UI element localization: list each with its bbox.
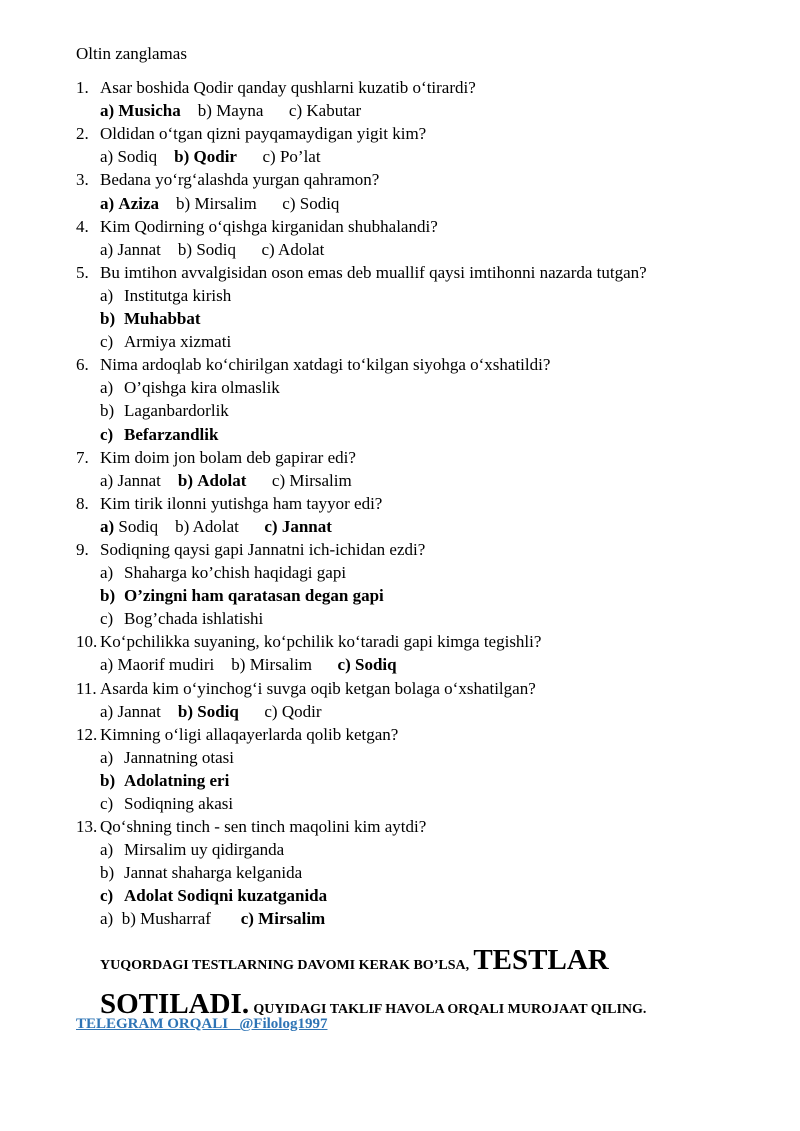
question-list	[76, 76, 756, 930]
option-label: b)	[174, 147, 190, 167]
options-row	[76, 192, 756, 215]
option-label: a)	[100, 470, 114, 490]
option-text: Sodiq	[118, 516, 159, 536]
question-number: 6.	[76, 355, 89, 375]
question-item	[76, 446, 756, 469]
option-text: Sodiq	[197, 701, 239, 721]
option-text: Qodir	[193, 147, 237, 167]
options-row	[76, 653, 756, 676]
option-text: Shaharga ko’chish haqidagi gapi	[124, 563, 347, 583]
question-number: 12.	[76, 724, 98, 744]
question-text: Kimning o‘ligi allaqayerlarda qolib ketgan?	[100, 724, 399, 744]
question-text: Sodiqning qaysi gapi Jannatni ich-ichidan ezdi?	[100, 539, 426, 559]
question-text: Kim Qodirning o‘qishga kirganidan shubhalandi?	[100, 216, 438, 236]
options-row	[76, 145, 756, 168]
question-text: Kim tirik ilonni yutishga ham tayyor edi?	[100, 493, 383, 513]
option-label: c)	[240, 909, 254, 929]
option-text: Befarzandlik	[124, 424, 219, 444]
question-number: 2.	[76, 124, 89, 144]
options-row	[76, 469, 756, 492]
option-text: Mirsalim	[249, 655, 313, 675]
option-text: Jannat	[117, 701, 161, 721]
option-text: Sodiq	[117, 147, 158, 167]
option-label: a)	[100, 701, 114, 721]
option-text: Qodir	[281, 701, 322, 721]
option-item	[76, 561, 756, 584]
options-row	[76, 238, 756, 261]
question-number: 11.	[76, 678, 97, 698]
option-label: b)	[175, 516, 190, 536]
option-label: b)	[177, 701, 194, 721]
option-text: Armiya xizmati	[124, 332, 232, 352]
option-text: O’zingni ham qaratasan degan gapi	[124, 586, 384, 606]
option-item	[76, 399, 756, 422]
option-text: Sodiq	[196, 239, 237, 259]
option-text: Muhabbat	[124, 309, 201, 329]
question-text: Kim doim jon bolam deb gapirar edi?	[100, 447, 356, 467]
question-text: Oldidan o‘tgan qizni payqamaydigan yigit kim?	[100, 124, 427, 144]
option-label: c)	[100, 609, 114, 629]
question-number: 5.	[76, 262, 89, 282]
options-row	[76, 907, 756, 930]
option-label: b)	[177, 239, 193, 259]
document-page	[76, 42, 756, 1029]
option-label: b)	[100, 770, 116, 790]
question-item	[76, 677, 756, 700]
question-text: Ko‘pchilikka suyaning, ko‘pchilik ko‘taradi gapi kimga tegishli?	[100, 632, 542, 652]
question-number: 3.	[76, 170, 89, 190]
option-label: c)	[337, 655, 351, 675]
option-item	[76, 884, 756, 907]
option-label: b)	[121, 909, 136, 929]
option-item	[76, 307, 756, 330]
question-item	[76, 261, 756, 284]
option-label: a)	[100, 909, 114, 929]
option-text: Adolat Sodiqni kuzatganida	[124, 886, 328, 906]
option-text: Jannat	[281, 516, 332, 536]
option-text: Sodiq	[355, 655, 397, 675]
option-label: c)	[288, 101, 303, 121]
option-label: c)	[262, 147, 276, 167]
question-item	[76, 353, 756, 376]
option-label: c)	[100, 794, 114, 813]
option-text: Mirsalim	[194, 193, 257, 213]
option-label: a)	[100, 378, 114, 398]
option-item	[76, 584, 756, 607]
option-label: a)	[100, 655, 114, 675]
option-text: Bog’chada ishlatishi	[124, 609, 264, 629]
option-item	[76, 376, 756, 399]
option-text: Adolat	[197, 470, 247, 490]
option-label: b)	[176, 193, 191, 213]
options-row	[76, 700, 756, 723]
option-label: a)	[100, 747, 114, 767]
question-text: Bu imtihon avvalgisidan oson emas deb muallif qaysi imtihonni nazarda tutgan?	[100, 262, 647, 282]
option-label: b)	[100, 586, 116, 606]
option-label: c)	[282, 193, 296, 213]
option-item	[76, 838, 756, 861]
promo-part2: TESTLAR SOTILADI.	[100, 943, 609, 1020]
question-number: 13.	[76, 817, 98, 837]
option-label: c)	[264, 516, 278, 536]
option-item	[76, 792, 756, 815]
option-label: b)	[100, 863, 115, 883]
question-item	[76, 538, 756, 561]
option-label: c)	[264, 701, 278, 721]
question-item	[76, 630, 756, 653]
option-label: c)	[271, 470, 286, 490]
question-text: Bedana yo‘rg‘alashda yurgan qahramon?	[100, 170, 380, 190]
question-text: Nima ardoqlab ko‘chirilgan xatdagi to‘kilgan siyohga o‘xshatildi?	[100, 355, 551, 375]
question-item	[76, 492, 756, 515]
options-row	[76, 515, 756, 538]
option-text: Adolat	[192, 516, 239, 536]
question-number: 7.	[76, 447, 89, 467]
option-text: Mayna	[216, 101, 264, 121]
question-item	[76, 723, 756, 746]
option-label: b)	[100, 309, 116, 329]
option-text: Adolatning eri	[124, 770, 230, 790]
option-label: b)	[177, 470, 194, 490]
question-text: Qo‘shning tinch - sen tinch maqolini kim aytdi?	[100, 817, 427, 837]
question-item	[76, 815, 756, 838]
question-text: Asar boshida Qodir qanday qushlarni kuzatib o‘tirardi?	[100, 78, 476, 98]
option-label: a)	[100, 516, 115, 536]
option-label: c)	[100, 332, 114, 352]
option-label: c)	[100, 424, 114, 444]
option-label: a)	[100, 285, 114, 305]
option-text: Musicha	[118, 101, 181, 121]
promo-part1: YUQORDAGI TESTLARNING DAVOMI KERAK BO’LSA,	[100, 957, 470, 973]
option-label: c)	[261, 239, 275, 259]
question-item	[76, 215, 756, 238]
option-text: Kabutar	[306, 101, 362, 121]
question-item	[76, 122, 756, 145]
option-text: Sodiq	[299, 193, 340, 213]
option-text: Mirsalim	[289, 470, 352, 490]
question-number: 10.	[76, 632, 98, 652]
option-item	[76, 769, 756, 792]
option-text: Institutga kirish	[124, 285, 232, 305]
option-item	[76, 284, 756, 307]
option-label: a)	[100, 147, 114, 167]
option-item	[76, 607, 756, 630]
option-text: Aziza	[118, 193, 160, 213]
option-text: Mirsalim	[258, 909, 326, 929]
option-item	[76, 746, 756, 769]
option-label: b)	[231, 655, 246, 675]
option-label: a)	[100, 563, 114, 583]
option-item	[76, 330, 756, 353]
options-row	[76, 99, 756, 122]
question-text: Asarda kim o‘yinchog‘i suvga oqib ketgan bolaga o‘xshatilgan?	[100, 678, 536, 698]
option-text: Musharraf	[140, 909, 211, 929]
option-text: Mirsalim uy qidirganda	[124, 840, 285, 860]
document-title: Oltin zanglamas	[76, 44, 187, 63]
option-text: Jannat	[117, 470, 161, 490]
option-text: Maorif mudiri	[117, 655, 215, 675]
promo-part3: QUYIDAGI TAKLIF HAVOLA ORQALI MUROJAAT QILING.	[253, 1001, 647, 1017]
option-text: Sodiqning akasi	[124, 794, 234, 813]
option-label: a)	[100, 101, 115, 121]
option-text: Jannat shaharga kelganida	[124, 863, 303, 883]
option-label: a)	[100, 239, 114, 259]
question-item	[76, 76, 756, 99]
option-label: a)	[100, 840, 114, 860]
telegram-link[interactable]: TELEGRAM ORQALI @Filolog1997	[76, 1016, 328, 1032]
option-label: b)	[197, 101, 212, 121]
option-text: Laganbardorlik	[124, 401, 229, 421]
question-number: 4.	[76, 216, 89, 236]
option-item	[76, 423, 756, 446]
question-item	[76, 168, 756, 191]
option-text: Adolat	[278, 239, 325, 259]
option-label: a)	[100, 193, 115, 213]
option-text: O’qishga kira olmaslik	[124, 378, 280, 398]
option-text: Jannatning otasi	[124, 747, 235, 767]
option-text: Po’lat	[279, 147, 321, 167]
question-number: 1.	[76, 78, 89, 98]
question-number: 8.	[76, 493, 89, 513]
question-number: 9.	[76, 539, 89, 559]
option-label: b)	[100, 401, 115, 421]
option-item	[76, 861, 756, 884]
option-text: Jannat	[117, 239, 161, 259]
option-label: c)	[100, 886, 114, 906]
